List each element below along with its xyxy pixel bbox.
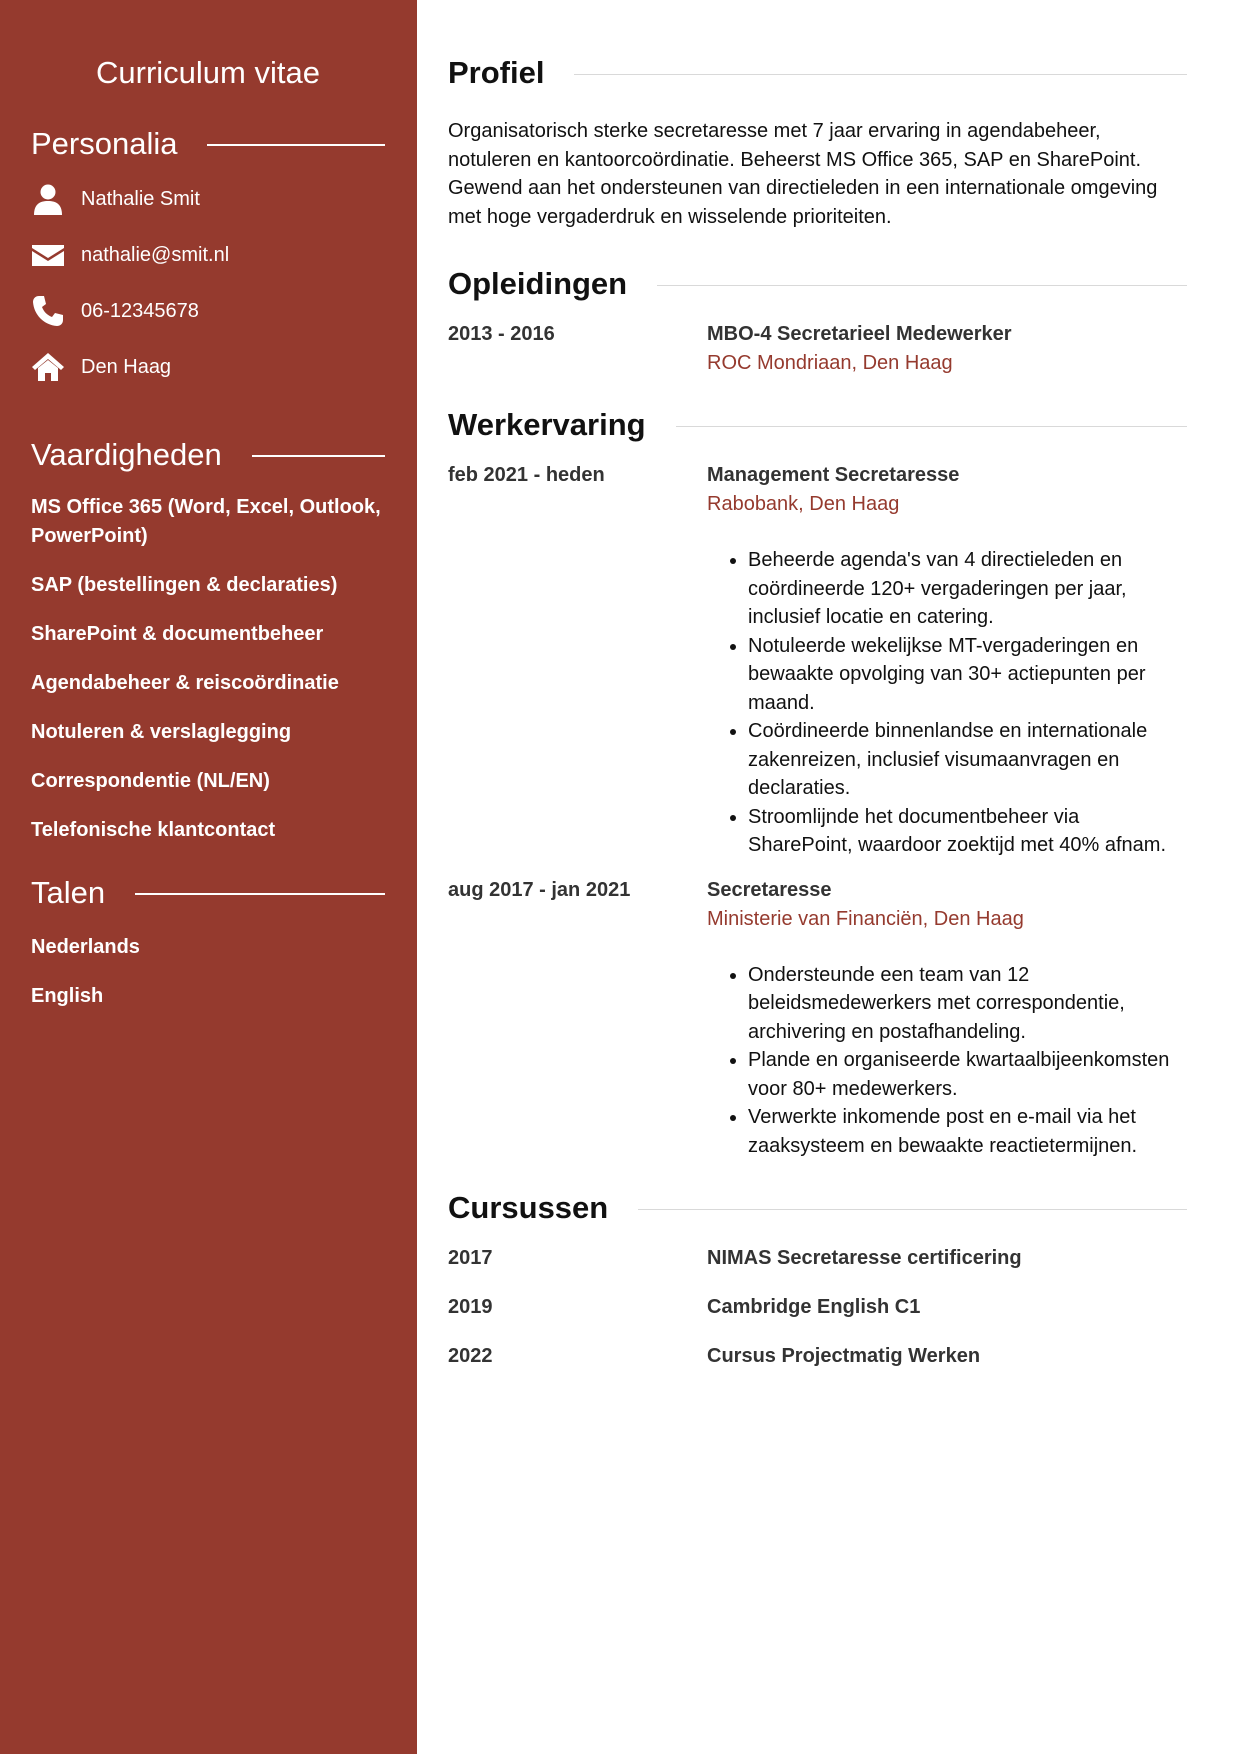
skill-item: Notuleren & verslaglegging bbox=[31, 721, 292, 743]
contact-email-text: nathalie@smit.nl bbox=[81, 243, 230, 266]
entry-title: Management Secretaresse bbox=[707, 464, 960, 486]
main-content bbox=[417, 0, 1241, 1754]
bullet-item: • Verwerkte inkomende post en e-mail via het zaaksysteem en bewaakte reactietermijnen. bbox=[748, 1103, 1187, 1160]
contact-city-text: Den Haag bbox=[81, 355, 172, 378]
heading-rule bbox=[207, 144, 385, 146]
languages-list bbox=[31, 933, 385, 1011]
entry-bullets bbox=[707, 961, 1187, 1161]
entry-date: 2022 bbox=[448, 1345, 493, 1367]
entry-date: aug 2017 - jan 2021 bbox=[448, 878, 631, 901]
heading-rule bbox=[135, 893, 385, 895]
bullet-item: • Coördineerde binnenlandse en internationale zakenreizen, inclusief visumaanvragen en declaraties. bbox=[748, 717, 1187, 803]
language-item: Nederlands bbox=[31, 936, 140, 958]
profile-heading-text: Profiel bbox=[448, 55, 545, 90]
entry-date: 2019 bbox=[448, 1296, 493, 1318]
skill-item: Correspondentie (NL/EN) bbox=[31, 770, 270, 792]
experience-heading-text: Werkervaring bbox=[448, 407, 646, 442]
entry-title: Secretaresse bbox=[707, 878, 832, 901]
skill-item: Agendabeheer & reiscoördinatie bbox=[31, 672, 339, 694]
entry-content bbox=[707, 876, 1187, 1161]
contact-city bbox=[31, 350, 385, 384]
skills-list bbox=[31, 493, 385, 845]
entry-date: 2017 bbox=[448, 1247, 493, 1269]
entry-org: ROC Mondriaan, Den Haag bbox=[707, 352, 953, 374]
experience-entry bbox=[448, 461, 1187, 860]
entry-date: feb 2021 - heden bbox=[448, 464, 605, 486]
bullet-item: • Beheerde agenda's van 4 directieleden en coördineerde 120+ vergaderingen per jaar, inclusief locatie en catering. bbox=[748, 546, 1187, 632]
education-entry bbox=[448, 320, 1187, 378]
entry-title: Cambridge English C1 bbox=[707, 1296, 921, 1318]
language-item: English bbox=[31, 985, 104, 1007]
skills-heading bbox=[31, 437, 385, 473]
entry-title: MBO-4 Secretarieel Medewerker bbox=[707, 323, 1012, 345]
entry-org: Ministerie van Financiën, Den Haag bbox=[707, 907, 1024, 930]
education-heading bbox=[448, 266, 1187, 302]
skills-heading-text: Vaardigheden bbox=[31, 437, 222, 472]
contact-name-text: Nathalie Smit bbox=[81, 187, 200, 210]
heading-rule bbox=[676, 426, 1187, 427]
heading-rule bbox=[252, 455, 385, 457]
envelope-icon bbox=[31, 238, 65, 272]
entry-content bbox=[707, 461, 1187, 860]
education-heading-text: Opleidingen bbox=[448, 266, 628, 301]
bullet-item: • Stroomlijnde het documentbeheer via SharePoint, waardoor zoektijd met 40% afnam. bbox=[748, 803, 1187, 860]
experience-heading bbox=[448, 407, 1187, 443]
user-icon bbox=[31, 182, 65, 216]
courses-heading-text: Cursussen bbox=[448, 1190, 609, 1225]
heading-rule bbox=[638, 1209, 1187, 1210]
courses-heading bbox=[448, 1190, 1187, 1226]
contact-email bbox=[31, 238, 385, 272]
entry-org: Rabobank, Den Haag bbox=[707, 493, 900, 515]
entry-date: 2013 - 2016 bbox=[448, 323, 555, 345]
entry-title: NIMAS Secretaresse certificering bbox=[707, 1247, 1022, 1269]
contact-phone-text: 06-12345678 bbox=[81, 299, 199, 322]
entry-bullets bbox=[707, 546, 1187, 860]
contact-name bbox=[31, 182, 385, 216]
experience-entry bbox=[448, 876, 1187, 1161]
course-entry bbox=[448, 1244, 1187, 1273]
contact-phone bbox=[31, 294, 385, 328]
entry-title: Cursus Projectmatig Werken bbox=[707, 1345, 981, 1367]
course-entry bbox=[448, 1342, 1187, 1371]
bullet-item: • Plande en organiseerde kwartaalbijeenkomsten voor 80+ medewerkers. bbox=[748, 1046, 1187, 1103]
heading-rule bbox=[574, 74, 1187, 75]
languages-heading bbox=[31, 875, 385, 911]
entry-content bbox=[707, 320, 1187, 378]
skill-item: SharePoint & documentbeheer bbox=[31, 623, 324, 645]
sidebar bbox=[0, 0, 417, 1754]
heading-rule bbox=[657, 285, 1187, 286]
profile-heading bbox=[448, 55, 1187, 91]
personalia-heading-text: Personalia bbox=[31, 126, 178, 161]
bullet-item: • Notuleerde wekelijkse MT-vergaderingen en bewaakte opvolging van 30+ actiepunten per maand. bbox=[748, 632, 1187, 718]
bullet-item: • Ondersteunde een team van 12 beleidsmedewerkers met correspondentie, archivering en postafhandeling. bbox=[748, 961, 1187, 1047]
phone-icon bbox=[31, 294, 65, 328]
cv-title: Curriculum vitae bbox=[96, 55, 320, 90]
skill-item: MS Office 365 (Word, Excel, Outlook, PowerPoint) bbox=[31, 496, 381, 547]
languages-heading-text: Talen bbox=[31, 875, 106, 910]
skill-item: Telefonische klantcontact bbox=[31, 819, 276, 841]
skill-item: SAP (bestellingen & declaraties) bbox=[31, 574, 338, 596]
home-icon bbox=[31, 350, 65, 384]
personalia-heading bbox=[31, 126, 385, 162]
profile-text: Organisatorisch sterke secretaresse met 7 jaar ervaring in agendabeheer, notuleren en kantoorcoördinatie. Beheerst MS Office 365, SAP en SharePoint. Gewend aan het ondersteunen van directieleden in een internationale omgeving met hoge vergaderdruk en wisselende prioriteiten. bbox=[448, 120, 1158, 228]
course-entry bbox=[448, 1293, 1187, 1322]
